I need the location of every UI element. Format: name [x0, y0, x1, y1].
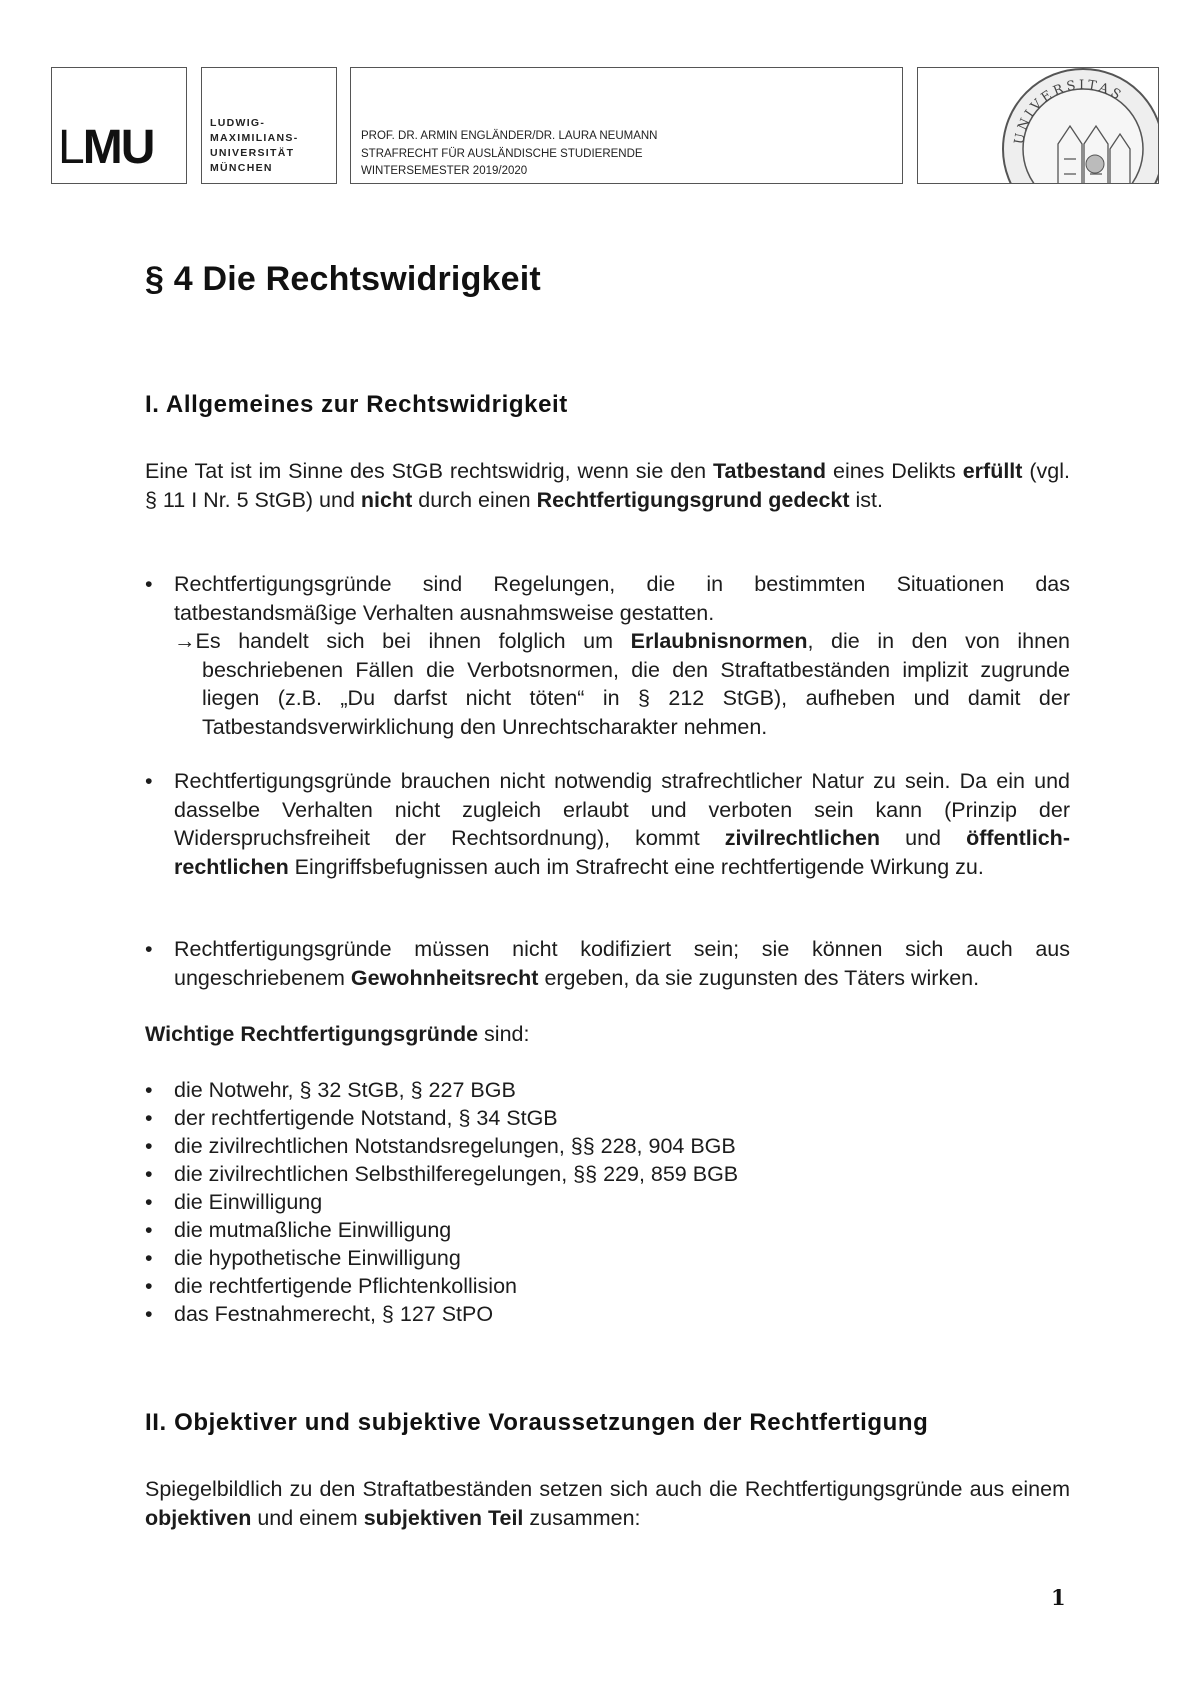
svg-text:UNIVERSITAS: UNIVERSITAS	[1011, 77, 1126, 146]
list-item: • die Einwilligung	[145, 1188, 738, 1216]
university-seal-icon	[998, 67, 1159, 184]
justification-list	[145, 1076, 738, 1328]
page-number: 1	[1051, 1585, 1066, 1610]
list-intro: Wichtige Rechtfertigungsgründe sind:	[145, 1022, 530, 1046]
university-seal-box	[917, 67, 1159, 184]
lmu-logo-box	[51, 67, 187, 184]
intro-paragraph: Eine Tat ist im Sinne des StGB rechtswidrig, wenn sie den Tatbestand eines Delikts erfüllt (vgl. § 11 I Nr. 5 StGB) und nicht durch einen Rechtfertigungsgrund gedeckt ist.	[145, 459, 1070, 512]
bullet-block-1	[145, 570, 1070, 741]
list-item: • die zivilrechtlichen Notstandsregelungen, §§ 228, 904 BGB	[145, 1132, 738, 1160]
section-2-paragraph: Spiegelbildlich zu den Straftatbeständen setzen sich auch die Rechtfertigungsgründe aus einem objektiven und einem subjektiven Teil zusammen:	[145, 1477, 1070, 1530]
semester: WINTERSEMESTER 2019/2020	[361, 165, 528, 177]
list-item: • die Notwehr, § 32 StGB, § 227 BGB	[145, 1076, 738, 1104]
bullet-item: • Rechtfertigungsgründe sind Regelungen, die in bestimmten Situationen das tatbestandsmäßige Verhalten ausnahmsweise gestatten. →Es handelt sich bei ihnen folglich um Erlaubnisnormen, die in den von ihnen beschriebenen Fällen die Verbotsnormen, die den Straftatbeständen implizit zugrunde liegen (z.B. „Du darfst nicht töten“ in § 212 StGB), aufheben und damit der Tatbestandsverwirklichung den Unrechtscharakter nehmen.	[145, 570, 1070, 741]
list-item: • die mutmaßliche Einwilligung	[145, 1216, 738, 1244]
university-name-box	[201, 67, 337, 184]
course-info	[361, 128, 658, 181]
list-item: • die zivilrechtlichen Selbsthilferegelungen, §§ 229, 859 BGB	[145, 1160, 738, 1188]
list-item: • der rechtfertigende Notstand, § 34 StGB	[145, 1104, 738, 1132]
section-heading-2: II. Objektiver und subjektive Voraussetzungen der Rechtfertigung	[145, 1409, 929, 1436]
list-item: • die rechtfertigende Pflichtenkollision	[145, 1272, 738, 1300]
university-name: LUDWIG- MAXIMILIANS- UNIVERSITÄT MÜNCHEN	[210, 117, 299, 174]
arrow-note: →Es handelt sich bei ihnen folglich um Erlaubnisnormen, die in den von ihnen beschriebenen Fällen die Verbotsnormen, die den Straftatbeständen implizit zugrunde liegen (z.B. „Du darfst nicht töten“ in § 212 StGB), aufheben und damit der Tatbestandsverwirklichung den Unrechtscharakter nehmen.	[174, 629, 1070, 739]
bullet-block-2	[145, 767, 1070, 881]
course-info-box	[350, 67, 903, 184]
section-heading-1: I. Allgemeines zur Rechtswidrigkeit	[145, 391, 568, 418]
lecturer-names: PROF. DR. ARMIN ENGLÄNDER/DR. LAURA NEUMANN	[361, 130, 658, 142]
lmu-logo: LMU	[58, 121, 154, 174]
list-item: • das Festnahmerecht, § 127 StPO	[145, 1300, 738, 1328]
page-title: § 4 Die Rechtswidrigkeit	[145, 260, 541, 298]
bullet-item: • Rechtfertigungsgründe müssen nicht kodifiziert sein; sie können sich auch aus ungeschriebenem Gewohnheitsrecht ergeben, da sie zugunsten des Täters wirken.	[145, 935, 1070, 992]
bullet-block-3	[145, 935, 1070, 992]
list-item: • die hypothetische Einwilligung	[145, 1244, 738, 1272]
course-title: STRAFRECHT FÜR AUSLÄNDISCHE STUDIERENDE	[361, 147, 643, 160]
bullet-item: • Rechtfertigungsgründe brauchen nicht notwendig strafrechtlicher Natur zu sein. Da ein und dasselbe Verhalten nicht zugleich erlaubt und verboten sein kann (Prinzip der Widerspruchsfreiheit der Rechtsordnung), kommt zivilrechtlichen und öffentlich-rechtlichen Eingriffsbefugnissen auch im Strafrecht eine rechtfertigende Wirkung zu.	[145, 767, 1070, 881]
